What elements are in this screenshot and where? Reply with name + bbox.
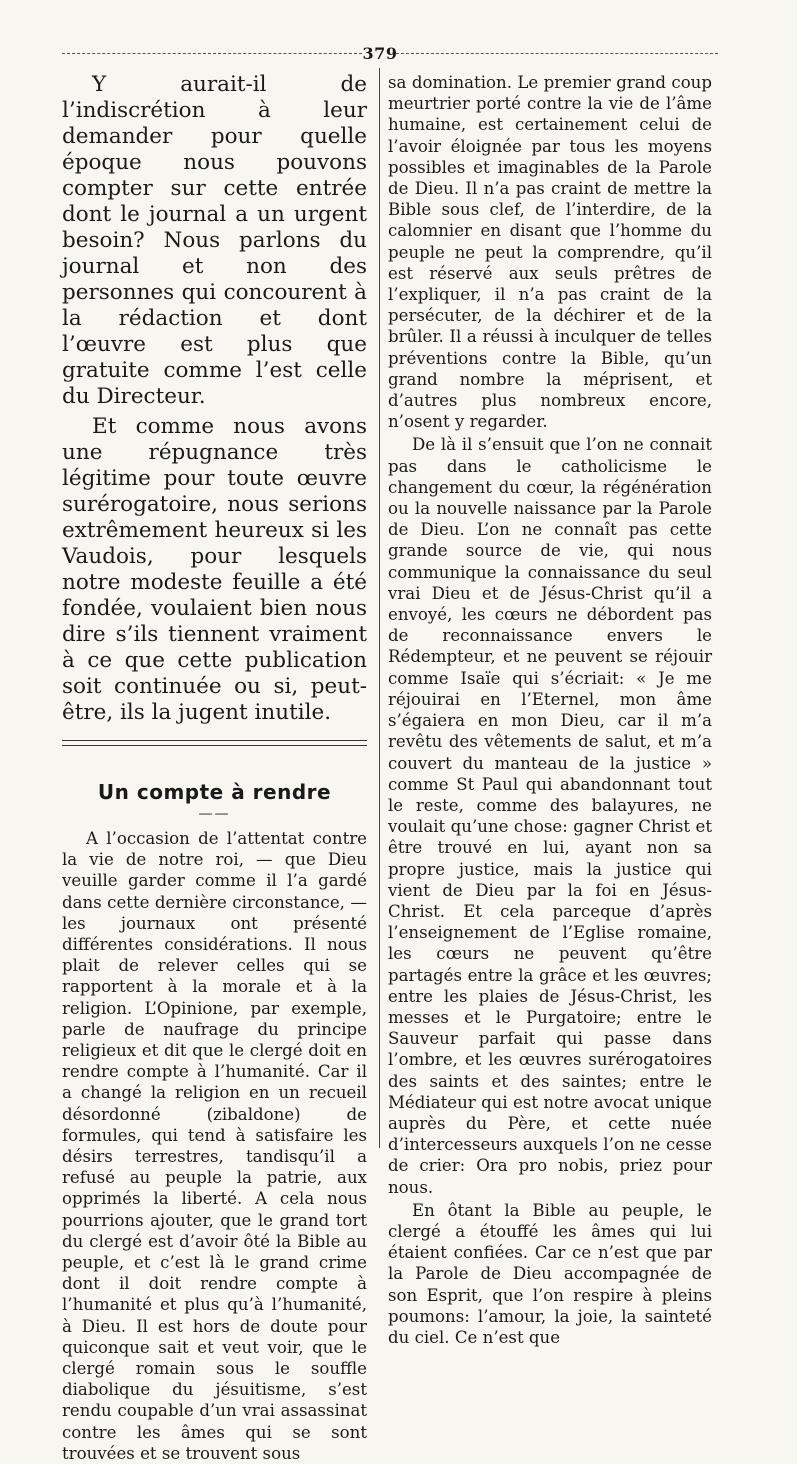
article-body-left: [62, 828, 367, 1464]
paragraph: Y aurait-il de l’indiscrétion à leur demander pour quelle époque nous pouvons compter sur cette entrée dont le journal a un urgent besoin? Nous parlons du journal et non des personnes qui concourent à la rédaction et dont l’œuvre est plus que gratuite comme l’est celle du Directeur.: [62, 72, 367, 409]
title-dash: ——: [198, 806, 231, 822]
article-body-right: [388, 72, 712, 1348]
left-column: [62, 72, 367, 1464]
header-rule-left: [62, 53, 362, 54]
header-rule-right: [396, 53, 718, 54]
column-divider: [379, 68, 380, 1148]
section-separator: [62, 740, 367, 746]
page-number: 379: [362, 44, 398, 63]
editorial-note: [62, 72, 367, 726]
paragraph: sa domination. Le premier grand coup meurtrier porté contre la vie de l’âme humaine, est certainement celui de l’avoir éloignée par tous les moyens possibles et imaginables de la Parole de Dieu. Il n’a pas craint de mettre la Bible sous clef, de l’interdire, de la calomnier en disant que l’homme du peuple ne peut la comprendre, qu’il est réservé aux seuls prêtres de l’expliquer, il n’a pas craint de la persécuter, de la déchirer et de la brûler. Il a réussi à inculquer de telles préventions contre la Bible, qu’un grand nombre la méprisent, et d’autres plus nombreux encore, n’osent y regarder.: [388, 73, 712, 432]
paragraph: Et comme nous avons une répugnance très légitime pour toute œuvre surérogatoire, nous serions extrêmement heureux si les Vaudois, pour lesquels notre modeste feuille a été fondée, voulaient bien nous dire s’ils tiennent vraiment à ce que cette publication soit continuée ou si, peut-être, ils la jugent inutile.: [62, 414, 367, 725]
article-title: Un compte à rendre: [97, 780, 332, 804]
right-column: [388, 72, 712, 1348]
paragraph: De là il s’ensuit que l’on ne connait pas dans le catholicisme le changement du cœur, la régénération ou la nouvelle naissance par la Parole de Dieu. L’on ne connaît pas cette grande source de vie, qui nous communique la connaissance du seul vrai Dieu et de Jésus-Christ qu’il a envoyé, les cœurs ne débordent pas de reconnaissance envers le Rédempteur, et ne peuvent se réjouir comme Isaïe qui s’écriait: « Je me réjouirai en l’Eternel, mon âme s’égaiera en mon Dieu, car il m’a revêtu des vêtements de salut, et m’a couvert du manteau de la justice » comme St Paul qui abandonnant tout le reste, comme des balayures, ne voulait qu’une chose: gagner Christ et être trouvé en lui, ayant non sa propre justice, mais la justice qui vient de Dieu par la foi en Jésus-Christ. Et cela parceque d’après l’enseignement de l’Eglise romaine, les cœurs ne peuvent qu’être partagés entre la grâce et les œuvres; entre les plaies de Jésus-Christ, les messes et le Purgatoire; entre le Sauveur parfait qui passe dans l’ombre, et les œuvres surérogatoires des saints et des saintes; entre le Médiateur qui est notre avocat unique auprès du Père, et cette nuée d’intercesseurs auxquels l’on ne cesse de crier: Ora pro nobis, priez pour nous.: [388, 435, 712, 1197]
paragraph: A l’occasion de l’attentat contre la vie de notre roi, — que Dieu veuille garder comme il l’a gardé dans cette dernière circonstance, — les journaux ont présenté différentes considérations. Il nous plait de relever celles qui se rapportent à la morale et à la religion. L’Opinione, par exemple, parle de naufrage du principe religieux et dit que le clergé doit en rendre compte à l’humanité. Car il a changé la religion en un recueil désordonné (zibaldone) de formules, qui tend à satisfaire les désirs terrestres, tandisqu’il a refusé au peuple la patrie, aux opprimés la liberté. A cela nous pourrions ajouter, que le grand tort du clergé est d’avoir ôté la Bible au peuple, et c’est là le grand crime dont il doit rendre compte à l’humanité et plus qu’à l’humanité, à Dieu. Il est hors de doute pour quiconque sait et veut voir, que le clergé romain sous le souffle diabolique du jésuitisme, s’est rendu coupable d’un vrai assassinat contre les âmes qui se sont trouvées et se trouvent sous: [62, 829, 367, 1463]
paragraph: En ôtant la Bible au peuple, le clergé a étouffé les âmes qui lui étaient confiées. Car ce n’est que par la Parole de Dieu accompagnée de son Esprit, que l’on respire à pleins poumons: l’amour, la joie, la sainteté du ciel. Ce n’est que: [388, 1200, 712, 1347]
